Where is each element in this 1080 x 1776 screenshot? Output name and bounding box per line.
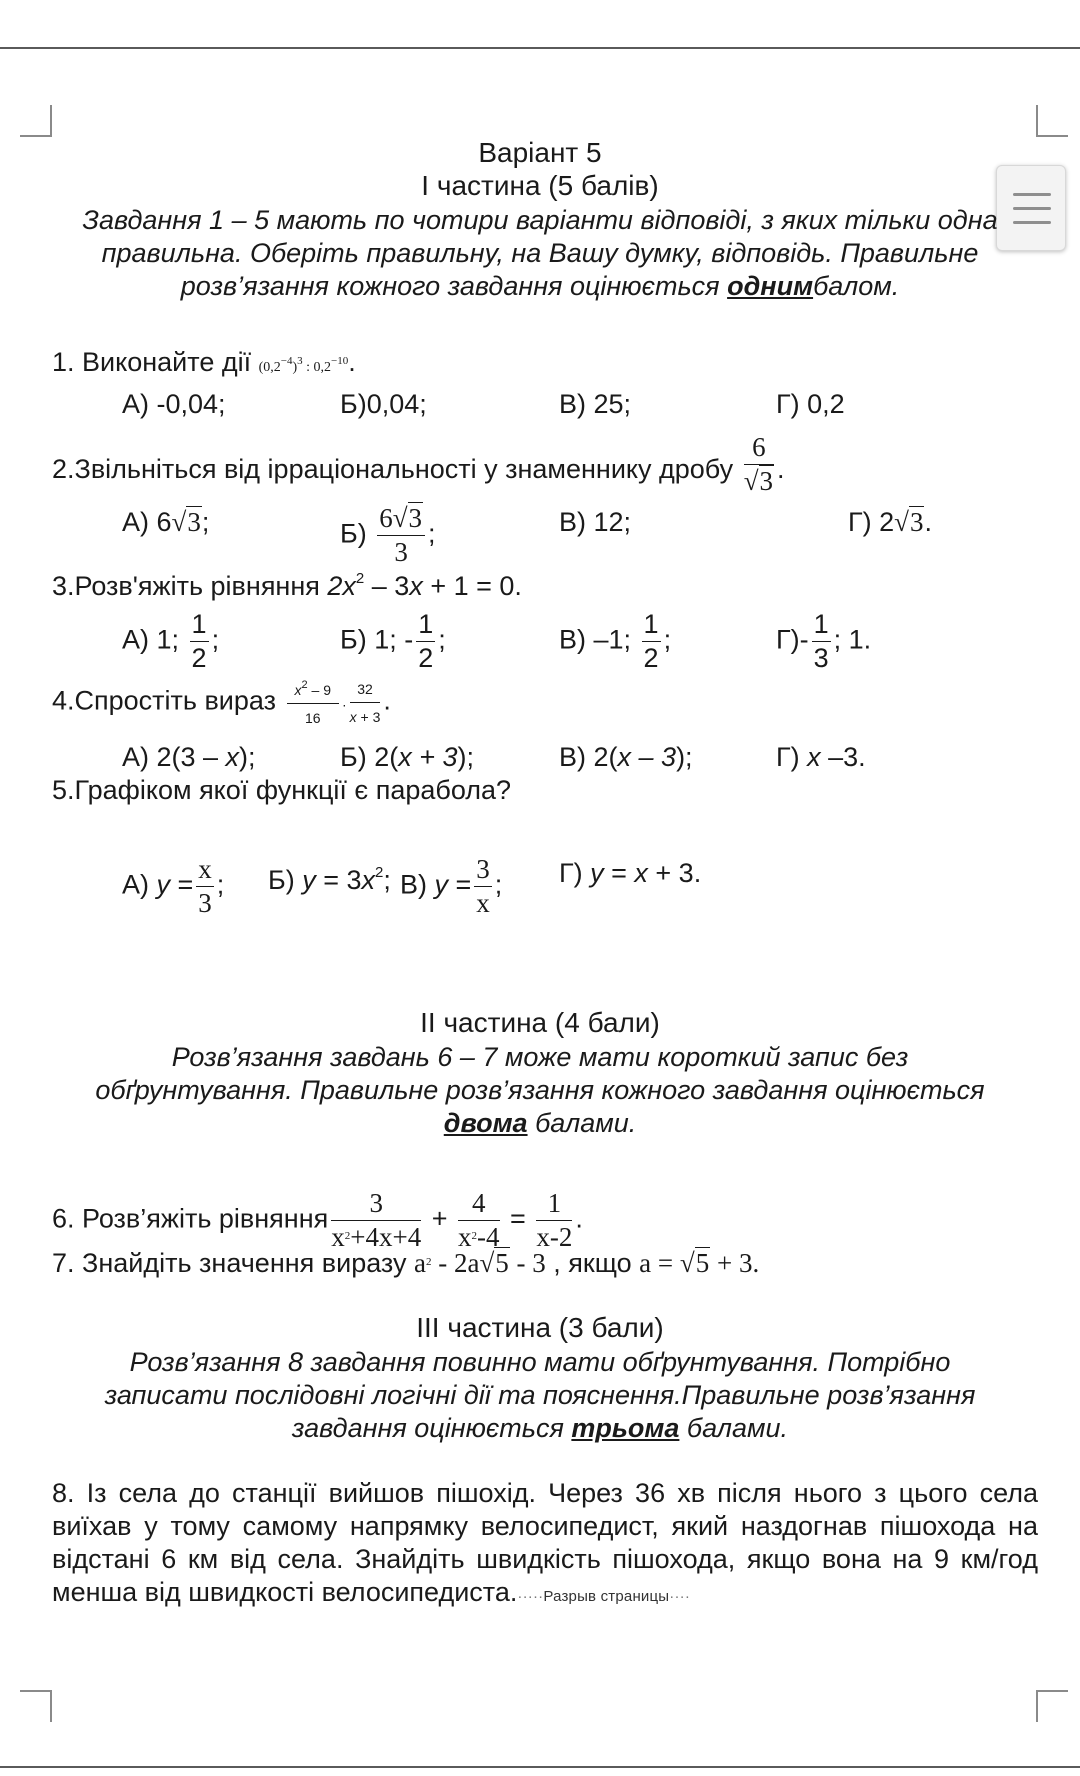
part1-instructions-line2: правильна. Оберіть правильну, на Вашу думку, відповідь. Правильне xyxy=(101,238,979,268)
q1-expression: $(0,2^{-4})^3$ : $0,2^{-10}$ xyxy=(258,355,349,375)
question-8: 8. Із села до станції вийшов пішохід. Через 36 хв після нього з цього села виїхав у тому самому напрямку велосипедист, який наздогнав пішохода на відстані 6 км від села. Знайдіть швидкість пішохода, якщо вона на 9 км/год менша від швидкості велосипедиста.····· Разрыв страницы ···· xyxy=(52,1477,1038,1613)
q2-fraction: $\frac{6}{√3}$ xyxy=(743,432,774,496)
part1-instructions-line1: Завдання 1 – 5 мають по чотири варіанти відповіді, з яких тільки одна xyxy=(82,205,998,235)
q5-option-d[interactable]: Г) y = x + 3. xyxy=(559,858,702,888)
q4-option-c[interactable]: В) 2(x – 3); xyxy=(559,742,693,772)
part2-instructions-line2: обґрунтування. Правильне розв’язання кожного завдання оцінюється xyxy=(95,1075,985,1105)
corner-mark-bottom-right xyxy=(1036,1690,1068,1722)
q7-expression: $a^2 - 2a√5 - 3$ xyxy=(414,1248,546,1278)
q1-option-d[interactable]: Г) 0,2 xyxy=(776,389,845,419)
part3-instructions-line2: записати послідовні логічні дії та пояснення.Правильне розв’язання xyxy=(104,1380,976,1410)
question-7: 7. Знайдіть значення виразу $a^2 - 2a√5 - 3$ , якщо a = √5 + 3. xyxy=(52,1248,760,1278)
part1-title: І частина (5 балів) xyxy=(421,170,659,201)
question-3: 3.Розв'яжіть рівняння $2x^2 - 3x + 1 = 0$. xyxy=(52,570,522,601)
bottom-rule xyxy=(0,1766,1080,1768)
q1-option-b[interactable]: Б)0,04; xyxy=(340,389,427,419)
q4-option-d[interactable]: Г) x –3. xyxy=(776,742,866,772)
question-6: 6. Розв’яжіть рівняння $\frac{3}{x^2+4x+4}$ + $\frac{4}{x^2-4}$ = $\frac{1}{x-2}$ . xyxy=(52,1188,583,1252)
q7-condition: a = √5 + 3. xyxy=(639,1248,760,1278)
corner-mark-top-left xyxy=(20,105,52,137)
part2-title: ІІ частина (4 бали) xyxy=(420,1007,660,1038)
points-word: двома xyxy=(443,1108,528,1138)
part1-instructions-line3: розв’язання кожного завдання оцінюється однимбалом. xyxy=(180,271,900,301)
q6-fraction-2: $\frac{4}{x^2-4}$ xyxy=(458,1188,500,1252)
q5-option-a[interactable]: А) y = $\frac{x}{3}$ ; xyxy=(122,854,225,918)
q5-option-b[interactable]: Б) $y = 3x^2$; xyxy=(268,864,391,895)
question-5: 5.Графіком якої функції є парабола? xyxy=(52,775,512,805)
q1-option-a[interactable]: А) -0,04; xyxy=(122,389,226,419)
q2-option-c[interactable]: В) 12; xyxy=(559,507,632,537)
q6-fraction-3: $\frac{1}{x-2}$ xyxy=(536,1188,573,1252)
part3-title: ІІІ частина (3 бали) xyxy=(416,1312,664,1343)
question-1: 1. Виконайте дії $(0,2^{-4})^3$ : $0,2^{-10}$. xyxy=(52,347,356,377)
q1-option-c[interactable]: В) 25; xyxy=(559,389,632,419)
corner-mark-bottom-left xyxy=(20,1690,52,1722)
points-word: одним xyxy=(727,271,814,301)
q3-option-b[interactable]: Б) 1; - $\frac{1}{2}$ ; xyxy=(340,609,446,673)
q4-fraction-1: $\frac{x^2 - 9}{16}$ xyxy=(287,680,339,725)
q2-option-a[interactable]: А) 6√3; xyxy=(122,507,210,537)
q4-option-b[interactable]: Б) 2(x + 3); xyxy=(340,742,475,772)
part2-instructions-line3: двома балами. xyxy=(443,1108,637,1138)
q4-fraction-2: $\frac{32}{x + 3}$ xyxy=(349,680,381,725)
q3-option-a[interactable]: А) 1; $\frac{1}{2}$ ; xyxy=(122,609,220,673)
corner-mark-top-right xyxy=(1036,105,1068,137)
question-4: 4.Спростіть вираз $\frac{x^2 - 9}{16}$ · $\frac{32}{x + 3}$ . xyxy=(52,679,391,726)
question-2: 2.Звільніться від ірраціональності у знаменнику дробу $\frac{6}{√3}$ . xyxy=(52,432,785,496)
q3-option-c[interactable]: В) –1; $\frac{1}{2}$ ; xyxy=(559,609,672,673)
part2-instructions-line1: Розв’язання завдань 6 – 7 може мати короткий запис без xyxy=(171,1042,909,1072)
part3-instructions-line3: завдання оцінюється трьома балами. xyxy=(291,1413,789,1443)
q5-option-c[interactable]: В) y = $\frac{3}{x}$ ; xyxy=(400,854,503,918)
top-rule xyxy=(0,47,1080,49)
q3-option-d[interactable]: Г)- $\frac{1}{3}$ ; 1. xyxy=(776,609,872,673)
page-break-marker: ····· Разрыв страницы ···· xyxy=(517,1588,690,1605)
q2-option-d[interactable]: Г) 2√3. xyxy=(848,507,932,537)
q4-option-a[interactable]: А) 2(3 – x); xyxy=(122,742,256,772)
points-word: трьома xyxy=(571,1413,680,1443)
q6-fraction-1: $\frac{3}{x^2+4x+4}$ xyxy=(331,1188,422,1252)
part3-instructions-line1: Розв’язання 8 завдання повинно мати обґрунтування. Потрібно xyxy=(129,1347,951,1377)
variant-title: Варіант 5 xyxy=(478,137,602,168)
q2-option-b[interactable]: Б) $\frac{6√3}{3}$ ; xyxy=(340,503,436,567)
